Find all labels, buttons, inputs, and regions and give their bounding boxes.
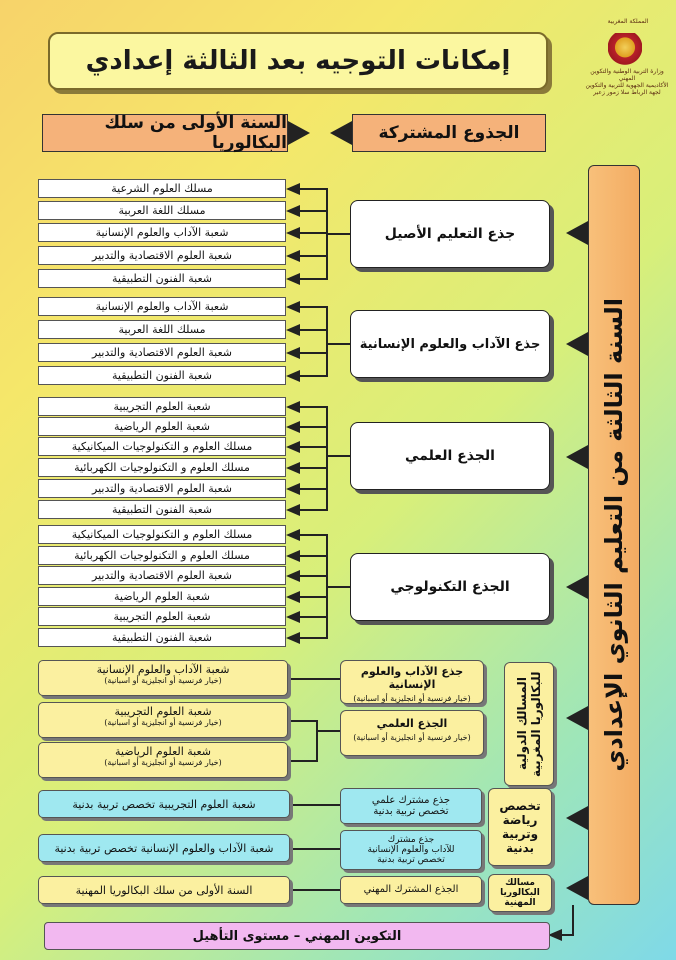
trunk-arrow-icon <box>566 445 588 469</box>
trunk-arrow-icon <box>566 575 588 599</box>
ministry-name: وزارة التربية الوطنية والتكوين المهني <box>590 68 664 82</box>
option-letters-humanities: شعبة الآداب والعلوم الإنسانية <box>38 223 286 242</box>
sport-trunk-scientific-line2: تخصص تربية بدنية <box>373 806 449 817</box>
page-title: إمكانات التوجيه بعد الثالثة إعدادي <box>48 32 548 90</box>
option-arabic-language: مسلك اللغة العربية <box>38 201 286 220</box>
sport-trunk-letters-line2: للآداب والعلوم الإنسانية <box>367 845 455 855</box>
header-common-trunks: الجذوع المشتركة <box>352 114 546 152</box>
header-first-year-bac: السنة الأولى من سلك البكالوريا <box>42 114 288 152</box>
intl-trunk-scientific <box>340 710 484 756</box>
intl-option-mathematical-title: شعبة العلوم الرياضية <box>114 745 212 758</box>
sport-option-letters: شعبة الآداب والعلوم الإنسانية تخصص تربية بدنية <box>38 834 290 862</box>
international-tracks-label <box>504 662 554 786</box>
section-arrow-icon <box>566 876 588 900</box>
option-letters-humanities: شعبة الآداب والعلوم الإنسانية <box>38 297 286 316</box>
sport-specialty-label: تخصص رياضة وتربية بدنية <box>488 788 552 866</box>
professional-option <box>38 876 290 904</box>
option-applied-arts: شعبة الفنون التطبيقية <box>38 500 286 519</box>
option-experimental-sciences: شعبة العلوم التجريبية <box>38 607 286 626</box>
option-economics-management: شعبة العلوم الاقتصادية والتدبير <box>38 246 286 265</box>
intl-trunk-letters <box>340 660 484 704</box>
option-mechanical-technologies: مسلك العلوم و التكنولوجيات الميكانيكية <box>38 437 286 456</box>
logo-kingdom-text: المملكة المغربية <box>607 18 649 25</box>
intl-option-letters-title: شعبة الآداب والعلوم الإنسانية <box>96 663 230 676</box>
intl-option-experimental-title: شعبة العلوم التجريبية <box>114 705 212 718</box>
trunk-letters-humanities: جذع الآداب والعلوم الإنسانية <box>350 310 550 378</box>
sport-trunk-scientific-line1: جذع مشترك علمي <box>371 795 451 806</box>
trunk-arrow-icon <box>566 221 588 245</box>
intl-option-experimental <box>38 702 288 738</box>
logo-ministry-text <box>582 68 672 96</box>
option-applied-arts: شعبة الفنون التطبيقية <box>38 628 286 647</box>
intl-trunk-letters-title: جذع الآداب والعلوم الإنسانية <box>360 665 464 691</box>
option-applied-arts: شعبة الفنون التطبيقية <box>38 366 286 385</box>
academy-name: الأكاديمية الجهوية للتربية والتكوين <box>585 82 669 89</box>
option-economics-management: شعبة العلوم الاقتصادية والتدبير <box>38 566 286 585</box>
option-mechanical-technologies: مسلك العلوم و التكنولوجيات الميكانيكية <box>38 525 286 544</box>
intl-option-letters <box>38 660 288 696</box>
sport-option-experimental: شعبة العلوم التجريبية تخصص تربية بدنية <box>38 790 290 818</box>
trunk-original-education: جذع التعليم الأصيل <box>350 200 550 268</box>
vertical-level-label: السنة الثالثة من التعليم الثانوي الإعدادي <box>600 298 628 772</box>
vocational-training-bar: التكوين المهني – مستوى التأهيل <box>44 922 550 950</box>
lang-note: (خيار فرنسية أو انجليزية أو اسبانية) <box>104 758 222 767</box>
bottom-arrow-icon <box>548 929 562 941</box>
arrow-left-icon <box>330 121 352 145</box>
emblem-icon <box>608 33 642 65</box>
option-economics-management: شعبة العلوم الاقتصادية والتدبير <box>38 343 286 362</box>
option-electrical-technologies: مسلك العلوم و التكنولوجيات الكهربائية <box>38 458 286 477</box>
intl-option-mathematical <box>38 742 288 778</box>
region-name: لجهة الرباط سلا زمور زعير <box>593 89 661 96</box>
professional-option-title: السنة الأولى من سلك البكالوريا المهنية <box>75 884 253 897</box>
trunk-technological: الجذع التكنولوجي <box>350 553 550 621</box>
sport-trunk-letters-line1: جذع مشترك <box>387 835 435 845</box>
option-mathematical-sciences: شعبة العلوم الرياضية <box>38 587 286 606</box>
option-electrical-technologies: مسلك العلوم و التكنولوجيات الكهربائية <box>38 546 286 565</box>
sport-trunk-letters <box>340 830 482 870</box>
option-arabic-language: مسلك اللغة العربية <box>38 320 286 339</box>
sport-trunk-scientific <box>340 788 482 824</box>
professional-bac-label: مسالك البكالوريا المهنية <box>488 874 552 912</box>
option-mathematical-sciences: شعبة العلوم الرياضية <box>38 417 286 436</box>
arrow-right-icon <box>288 121 310 145</box>
lang-note: (خيار فرنسية أو انجليزية أو اسبانية) <box>104 676 222 685</box>
lang-note: (خيار فرنسية أو انجليزية أو اسبانية) <box>104 718 222 727</box>
lang-note: (خيار فرنسية أو انجليزية أو اسبانية) <box>353 694 471 703</box>
option-economics-management: شعبة العلوم الاقتصادية والتدبير <box>38 479 286 498</box>
trunk-scientific: الجذع العلمي <box>350 422 550 490</box>
sport-trunk-letters-line3: تخصص تربية بدنية <box>377 855 445 865</box>
option-experimental-sciences: شعبة العلوم التجريبية <box>38 397 286 416</box>
lang-note: (خيار فرنسية أو انجليزية أو اسبانية) <box>353 733 471 742</box>
professional-trunk-title: الجذع المشترك المهني <box>363 884 459 895</box>
option-sharia-sciences: مسلك العلوم الشرعية <box>38 179 286 198</box>
option-applied-arts: شعبة الفنون التطبيقية <box>38 269 286 288</box>
intl-trunk-scientific-title: الجذع العلمي <box>376 717 448 730</box>
professional-trunk <box>340 876 482 904</box>
trunk-arrow-icon <box>566 332 588 356</box>
international-tracks-text: المسالك الدولية للبكالوريا المغربية <box>515 671 543 777</box>
vertical-level-bar <box>588 165 640 905</box>
section-arrow-icon <box>566 706 588 730</box>
section-arrow-icon <box>566 806 588 830</box>
